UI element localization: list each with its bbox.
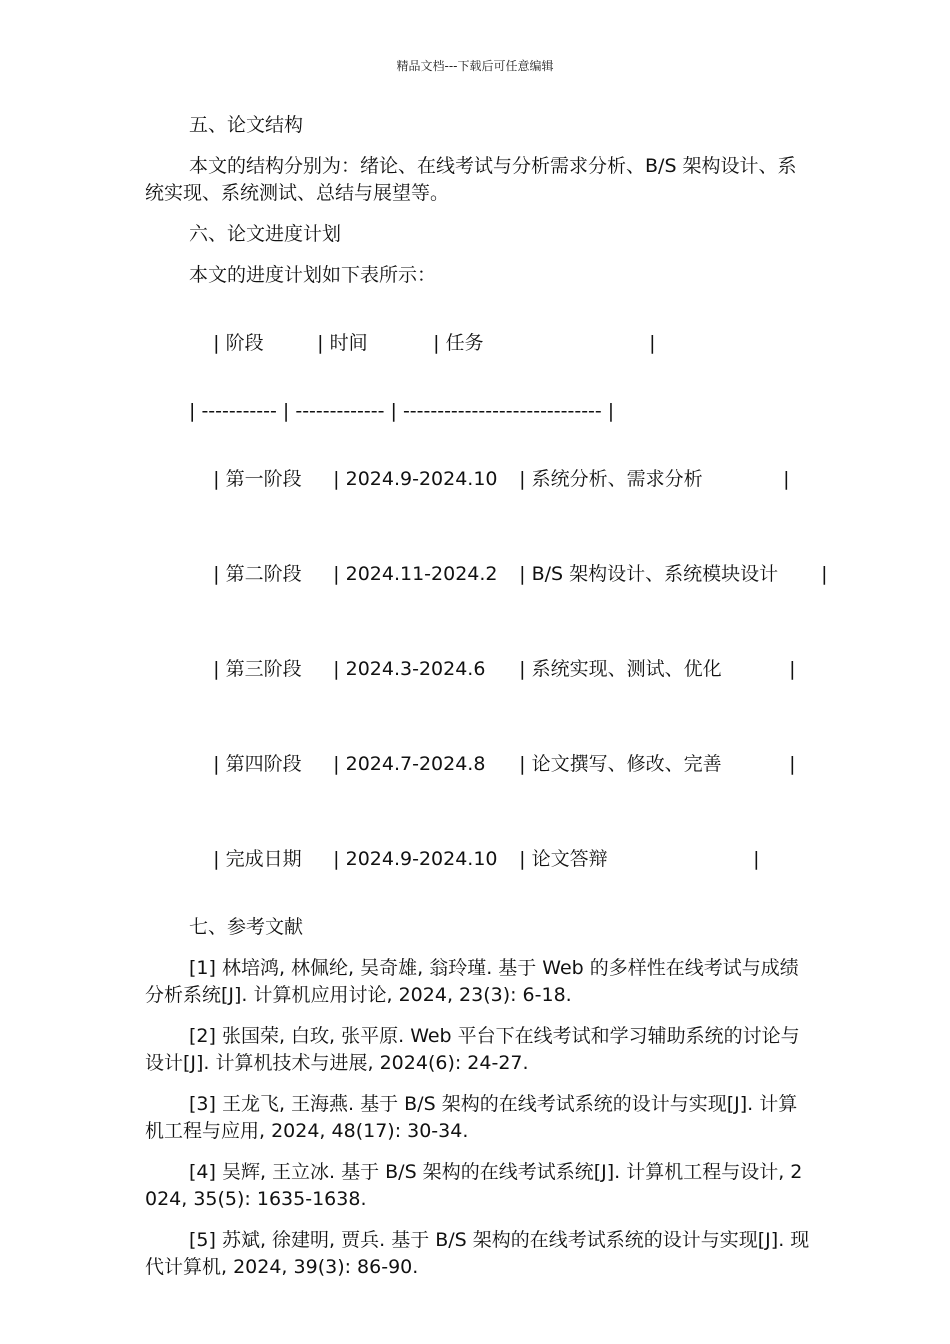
table-cell: | 2024.11-2024.2 (333, 563, 498, 585)
table-cell: | 2024.7-2024.8 (333, 753, 486, 775)
table-row (189, 534, 828, 615)
schedule-intro: 本文的进度计划如下表所示： (189, 264, 437, 286)
reference-item: [1] 林培鸿, 林佩纶, 吴奇雄, 翁玲瑾. 基于 Web 的多样性在线考试与成绩分析系统[J]. 计算机应用讨论, 2024, 23(3): 6-18. (145, 957, 799, 1006)
table-cell: | 系统实现、测试、优化 (519, 658, 722, 680)
reference-item: [5] 苏斌, 徐建明, 贾兵. 基于 B/S 架构的在线考试系统的设计与实现[J]. 现代计算机, 2024, 39(3): 86-90. (145, 1229, 810, 1278)
table-cell: | (783, 468, 790, 490)
table-header-cell: | 阶段 (213, 332, 264, 354)
table-cell: | (789, 658, 796, 680)
reference-item: [3] 王龙飞, 王海燕. 基于 B/S 架构的在线考试系统的设计与实现[J]. 计算机工程与应用, 2024, 48(17): 30-34. (145, 1093, 798, 1142)
table-cell: | 第四阶段 (213, 753, 302, 775)
table-cell: | 第三阶段 (213, 658, 302, 680)
section-title-references: 七、参考文献 (189, 916, 304, 938)
schedule-table-divider: | ----------- | ------------- | ----------------------------- | (189, 400, 615, 422)
table-cell: | 论文撰写、修改、完善 (519, 753, 722, 775)
table-cell: | 第二阶段 (213, 563, 302, 585)
structure-paragraph: 本文的结构分别为：绪论、在线考试与分析需求分析、B/S 架构设计、系统实现、系统测试、总结与展望等。 (145, 155, 797, 204)
schedule-table-header (189, 303, 810, 384)
section-title-schedule: 六、论文进度计划 (189, 223, 342, 245)
table-cell: | 完成日期 (213, 848, 302, 870)
table-header-cell: | 时间 (317, 332, 368, 354)
table-header-cell: | 任务 (433, 332, 484, 354)
table-cell: | 系统分析、需求分析 (519, 468, 703, 490)
table-cell: | 2024.3-2024.6 (333, 658, 486, 680)
table-cell: | (753, 848, 760, 870)
table-cell: | 第一阶段 (213, 468, 302, 490)
table-row (189, 819, 810, 900)
table-row (189, 629, 810, 710)
table-cell: | 2024.9-2024.10 (333, 468, 498, 490)
table-cell: | (789, 753, 796, 775)
table-row (189, 439, 810, 520)
table-cell: | (821, 563, 828, 585)
table-header-cell: | (649, 332, 656, 354)
reference-item: [2] 张国荣, 白玫, 张平原. Web 平台下在线考试和学习辅助系统的讨论与设计[J]. 计算机技术与进展, 2024(6): 24-27. (145, 1025, 800, 1074)
page-header-note: 精品文档---下载后可任意编辑 (396, 59, 554, 73)
document-body (145, 112, 828, 1295)
table-row (189, 724, 810, 805)
table-cell: | 2024.9-2024.10 (333, 848, 498, 870)
reference-item: [4] 吴辉, 王立冰. 基于 B/S 架构的在线考试系统[J]. 计算机工程与设计, 2024, 35(5): 1635-1638. (145, 1161, 803, 1210)
table-cell: | 论文答辩 (519, 848, 608, 870)
table-cell: | B/S 架构设计、系统模块设计 (519, 563, 779, 585)
section-title-structure: 五、论文结构 (189, 114, 304, 136)
